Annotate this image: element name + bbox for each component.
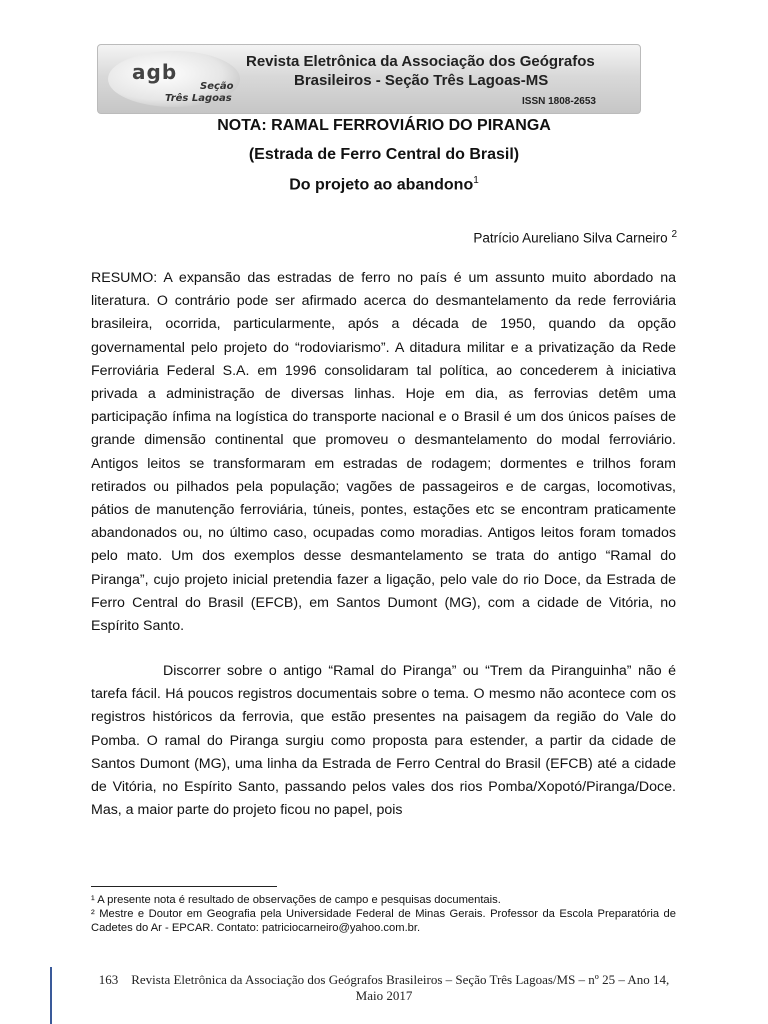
footnote-2: ² Mestre e Doutor em Geografia pela Universidade Federal de Minas Gerais. Professor da Escola Preparatória de Cadetes do Ar - EPCAR. Contato: patriciocarneiro@yahoo.com.br. (91, 908, 676, 935)
journal-banner (97, 44, 641, 114)
issn-label: ISSN 1808-2653 (522, 96, 596, 107)
author-footnote-marker: 2 (671, 229, 677, 240)
author-name: Patrício Aureliano Silva Carneiro (473, 230, 668, 246)
abstract-paragraph: RESUMO: A expansão das estradas de ferro no país é um assunto muito abordado na literatura. O contrário pode ser afirmado acerca do desmantelamento da rede ferroviária brasileira, ocorrida, particularmente, após a década de 1950, quando da opção governamental pelo projeto do “rodoviarismo”. A ditadura militar e a privatização da Rede Ferroviária Federal S.A. em 1996 consolidaram tal política, ao concederem à iniciativa privada a administração de diversas linhas. Hoje em dia, as ferrovias detêm uma participação ínfima na logística do transporte nacional e o Brasil é um dos únicos países de grande dimensão continental que promoveu o desmantelamento do modal ferroviário. Antigos leitos se transformaram em estradas de rodagem; dormentes e trilhos foram retirados ou pilhados pela população; vagões de passageiros e de cargas, locomotivas, pátios de manutenção ferroviária, túneis, pontes, estações etc se encontram praticamente abandonados ou, no último caso, ocupadas como moradias. Antigos leitos foram tomados pelo mato. Um dos exemplos desse desmantelamento se trata do antigo “Ramal do Piranga”, cujo projeto inicial pretendia fazer a ligação, pelo vale do rio Doce, da Estrada de Ferro Central do Brasil (EFCB), em Santos Dumont (MG), com a cidade de Vitória, no Espírito Santo. (91, 270, 676, 635)
footnote-1: ¹ A presente nota é resultado de observações de campo e pesquisas documentais. (91, 894, 501, 906)
page-number: 163 (98, 972, 119, 987)
page-footer (0, 972, 768, 1004)
title-line2: (Estrada de Ferro Central do Brasil) (248, 146, 520, 163)
author-line (473, 229, 677, 246)
banner-title-line2: Brasileiros - Seção Três Lagoas-MS (294, 72, 549, 89)
body-paragraph: Discorrer sobre o antigo “Ramal do Piranga” ou “Trem da Piranguinha” não é tarefa fácil. Há poucos registros documentais sobre o tema. O mesmo não acontece com os registros históricos da ferrovia, que estão presentes na paisagem da região do Vale do Pomba. O ramal do Piranga surgiu como proposta para estender, a partir da cidade de Santos Dumont (MG), uma linha da Estrada de Ferro Central do Brasil (EFCB) até a cidade de Vitória, no Espírito Santo, passando pelos vales dos rios Pomba/Xopotó/Piranga/Doce. Mas, a maior parte do projeto ficou no papel, pois (91, 663, 676, 819)
footer-citation: Revista Eletrônica da Associação dos Geógrafos Brasileiros – Seção Três Lagoas/MS – nº 25 – Ano 14, (131, 972, 670, 987)
logo-secao: Seção (200, 81, 234, 92)
footnotes (91, 893, 676, 936)
logo-tres-lagoas: Três Lagoas (165, 93, 232, 104)
title-line1: NOTA: RAMAL FERROVIÁRIO DO PIRANGA (217, 117, 551, 134)
footer-line2: Maio 2017 (355, 988, 413, 1003)
logo-letters: agb (132, 60, 178, 84)
footer-line1 (0, 972, 768, 988)
title-line3-text: Do projeto ao abandono (289, 176, 474, 194)
title-line3 (0, 175, 768, 194)
footnote-divider (91, 886, 277, 887)
title-footnote-marker: 1 (473, 175, 479, 186)
banner-title-line1: Revista Eletrônica da Associação dos Geógrafos (246, 53, 595, 70)
agb-logo (108, 51, 240, 107)
